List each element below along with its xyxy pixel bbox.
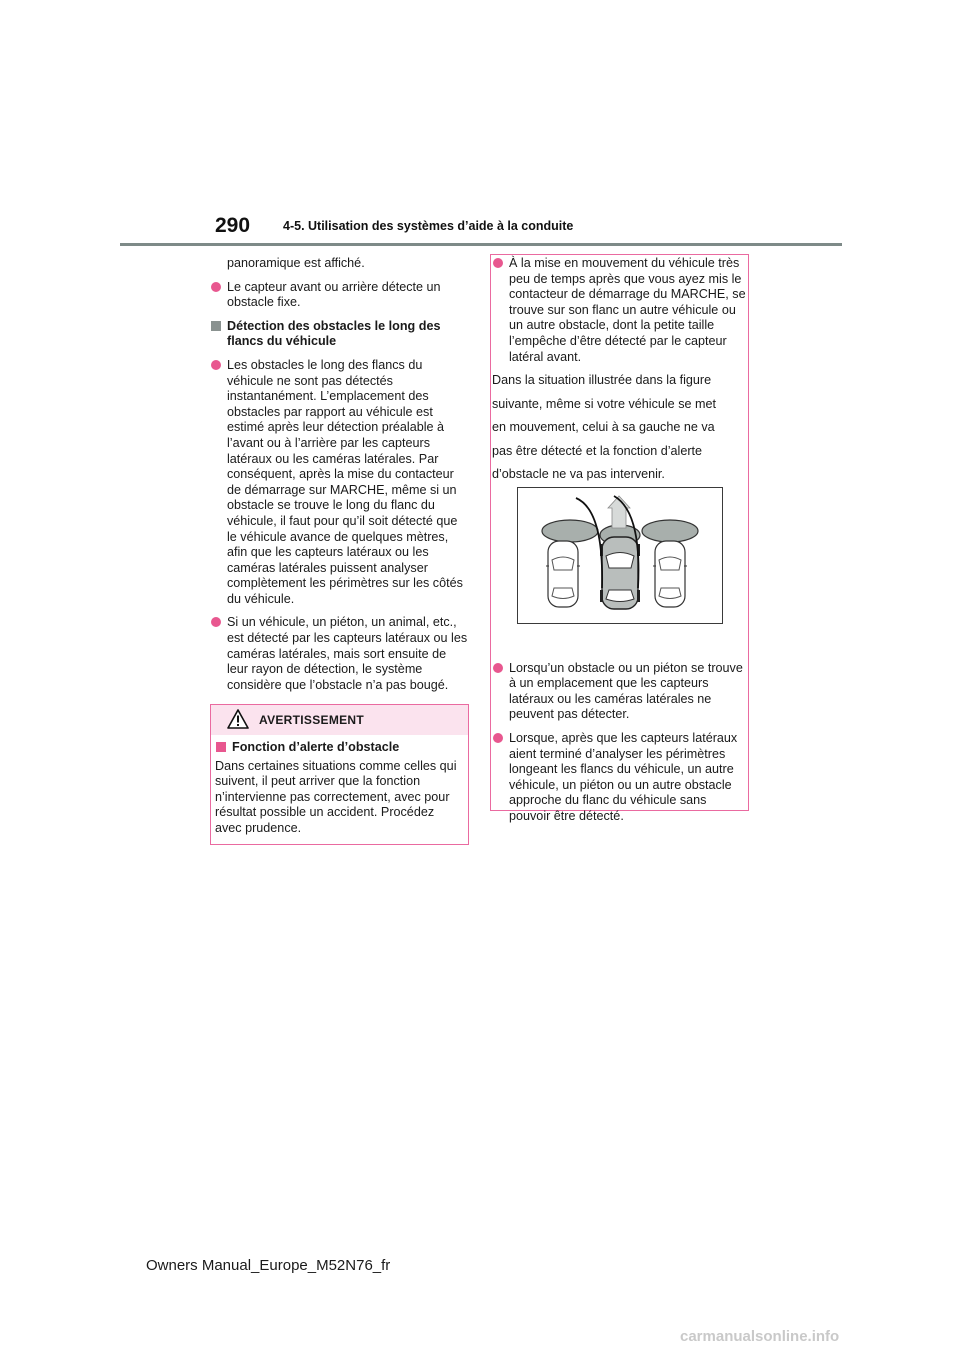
situation-line: pas être détecté et la fonction d’alerte [492, 443, 703, 458]
warning-triangle-icon [227, 709, 249, 729]
bullet-text: Lorsqu’un obstacle ou un piéton se trouve à un emplacement que les capteurs latéraux ou les caméras latérales ne peuvent pas détecter. [509, 660, 743, 722]
warning-body [211, 735, 468, 837]
bullet-icon [211, 282, 221, 292]
header-rule [120, 243, 842, 246]
parking-illustration [517, 487, 723, 624]
warning-heading [215, 740, 464, 756]
warning-text: Dans certaines situations comme celles qui suivent, il peut arriver que la fonction n’intervienne pas correctement, avec pour résultat possible un accident. Procédez avec prudence. [215, 758, 457, 835]
list-item [210, 615, 470, 693]
bullet-text: Lorsque, après que les capteurs latéraux aient terminé d’analyser les périmètres longeant les flancs du véhicule, un autre véhicule, un piéton ou un autre obstacle approche du flanc du véhicule sans pouvoir être détecté. [509, 731, 738, 823]
bullet-text: Les obstacles le long des flancs du véhicule ne sont pas détectés instantanément. L’emplacement des obstacles par rapport au véhicule est estimé après leur détection préalable à l’avant ou à l’arrière par les capteurs latéraux ou les caméras latérales. Par conséquent, après la mise du contacteur de démarrage sur MARCHE, même si un obstacle se trouve le long du flanc du véhicule, il faut pour qu’il soit détecté que le véhicule avance de quelques mètres, afin que les capteurs latéraux ou les caméras latérales puissent analyser complètement les périmètres sur les côtés du véhicule. [227, 357, 463, 606]
bullet-icon [493, 733, 503, 743]
warning-box [210, 704, 469, 845]
direction-arrow [608, 496, 630, 528]
warning-label: AVERTISSEMENT [259, 713, 365, 727]
bullet-icon [493, 663, 503, 673]
list-item [210, 358, 470, 608]
bullet-icon [211, 360, 221, 370]
bullet-text: Le capteur avant ou arrière détecte un obstacle fixe. [227, 279, 441, 310]
list-item [210, 280, 470, 311]
own-vehicle [600, 537, 640, 609]
section-title: 4-5. Utilisation des systèmes d’aide à la conduite [283, 219, 574, 233]
right-car [653, 541, 687, 607]
warning-heading-text: Fonction d’alerte d’obstacle [232, 740, 400, 754]
situation-text [492, 371, 749, 485]
square-bullet-icon [211, 321, 221, 331]
situation-line: en mouvement, celui à sa gauche ne va [492, 420, 715, 435]
warning-header [211, 705, 468, 735]
list-item [492, 661, 749, 723]
list-item [492, 256, 749, 365]
left-column [210, 256, 470, 701]
watermark: carmanualsonline.info [680, 1328, 840, 1345]
page-number: 290 [215, 214, 251, 237]
bullet-text: Si un véhicule, un piéton, un animal, etc., est détecté par les capteurs latéraux ou les caméras latérales, mais sort ensuite de leur rayon de détection, le système considère que l’obstacle n’a pas bougé. [227, 615, 468, 692]
left-detection-zone [542, 520, 598, 542]
situation-line: suivante, même si votre véhicule se met [492, 396, 716, 411]
subheading-text: Détection des obstacles le long des flancs du véhicule [227, 318, 441, 349]
subheading [210, 319, 470, 350]
situation-line: Dans la situation illustrée dans la figure [492, 373, 712, 388]
swept-path-left [576, 498, 602, 588]
bullet-icon [493, 258, 503, 268]
manual-id: Owners Manual_Europe_M52N76_fr [146, 1257, 391, 1274]
parking-diagram [518, 488, 722, 623]
continued-text: panoramique est affiché. [227, 256, 365, 270]
square-bullet-icon [216, 742, 226, 752]
situation-line: d’obstacle ne va pas intervenir. [492, 467, 665, 482]
bullet-text: À la mise en mouvement du véhicule très peu de temps après que vous ayez mis le contacteur de démarrage du MARCHE, se trouve sur son flanc un autre véhicule ou un autre obstacle, dont la petite taille l’empêche d’être détecté par le capteur latéral avant. [509, 256, 746, 364]
bullet-icon [211, 617, 221, 627]
right-detection-zone [642, 520, 698, 542]
list-item [492, 731, 749, 825]
left-car [546, 541, 580, 607]
